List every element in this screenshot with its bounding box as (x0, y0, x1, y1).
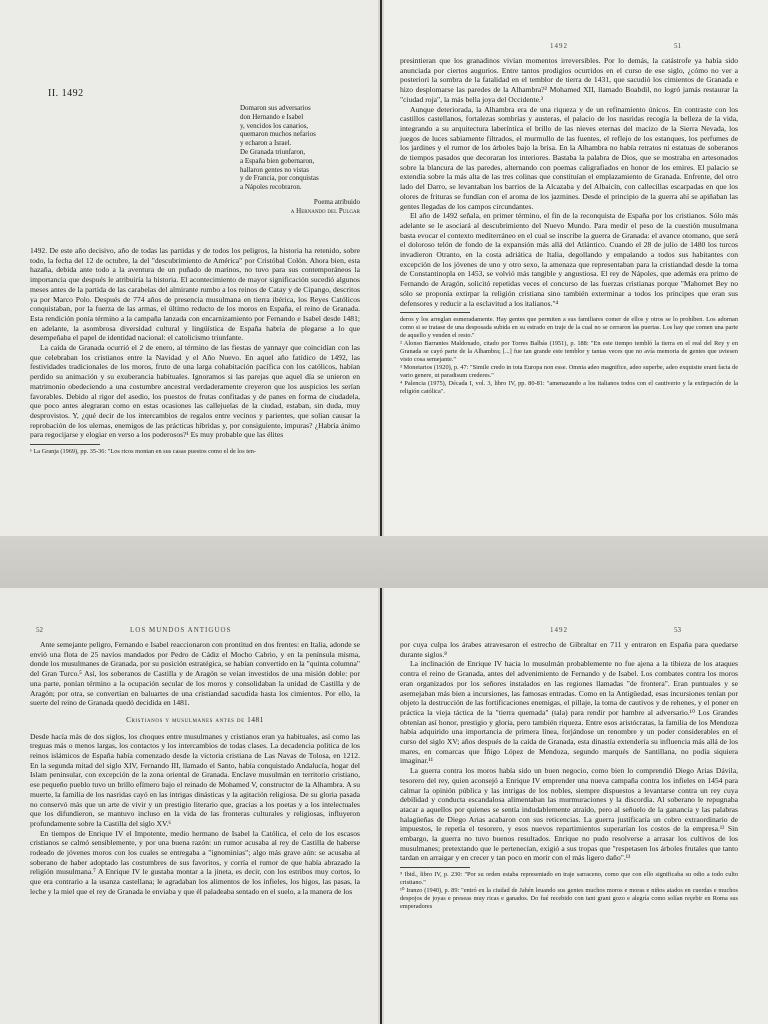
footnote: ³ Monetarios (1920), p. 47: "Simile credo in tota Europa non esse. Omnia adeo magnifice, adeo superbe, adeo exquisite erant facta de vario genere, ut paradisum crederes." (400, 363, 738, 379)
chapter-title: II. 1492 (48, 88, 84, 99)
epigraph-line: a Nápoles recobraron. (240, 183, 302, 192)
paragraph: La guerra contra los moros había sido un buen negocio, como bien lo comprendió Diego Arias Dávila, tesorero del rey, quien aconsejó a Enrique IV emprender una nueva campaña contra los infieles en 1454 para calmar la opinión pública y las intrigas de los nobles, siempre dispuestos a levantarse contra un rey cuya debilidad y conducta escandalosa alimentaban las murmuraciones y la discordia. Al soberano le repugnaba atacar a aquellos por quienes se sentía indudablemente atraído, pero al señuelo de la ganancia y las palabras halagüeñas de Diego Arias acabaron con sus reticencias. La guerra justificaría un cobro extraordinario de impuestos, le repetía el tesorero, y esos nuevos repartimientos superarían los costos de la empresa.¹² Sin embargo, la guerra no tuvo buenos resultados. Enrique no pudo resolverse a arrasar los cultivos de los musulmanes; pretextando que le pertenecían, exigió a sus tropas que "respetasen los árboles frutales que tanto tardan en arraigar y en crecer y tan poco en morir con el más ligero daño".¹³ (400, 766, 738, 863)
footnote: ² Alonso Barrantes Maldonado, citado por Torres Balbás (1951), p. 188: "En este tiempo tembló la tierra en el real del Rey y en Granada se cayó parte de la Alhambra; [...] fue tan grande este temblor y tantas veces que no avía memoria de gentes que uviesen visto cosa semejante." (400, 339, 738, 363)
paragraph: El año de 1492 señala, en primer término, el fin de la reconquista de España por los cristianos. Sólo más adelante se le asociará al descubrimiento del Nuevo Mundo. Para medir el peso de la cuestión musulmana basta evocar el contexto mediterráneo en el cual se inscribe la guerra de Granada: el avance otomano, que será el doloroso telón de fondo de la expansión más allá del Atlántico. Cuando el 28 de julio de 1480 los turcos invadieron Otranto, en la costa adriática de Italia, degollando y empalando a todos sus habitantes con excepción de los jóvenes de uno y otro sexo, la amenaza que representaban para la cristiandad desde la toma de Constantinopla en 1453, se volvió más tangible y angustiosa. El rey de Nápoles, que además era primo de Fernando de Aragón, solicitó repetidas veces el concurso de las fuerzas cristianas porque "Mahomet Bey no sólo se proponía extirpar la religión cristiana sino también exterminar a todos los príncipes que eran sus defensores y reducir a la esclavitud a los italianos."⁴ (400, 211, 738, 308)
footnote: ⁴ Palencia (1975), Década I, vol. 3, libro IV, pp. 80-81: "amenazando a los italianos todos con el cautiverio y la extirpación de la religión católica". (400, 379, 738, 395)
footnote-continued: deros y los arreglan esmeradamente. Hay gentes que permiten a sus familiares comer de ellos y otros se lo prohíben. Los adornan como si se tratase de una desposada subida en su estrado en traje de la cual no se cerraron las puertas. Los hay que comen una parte de aquello y venden el resto." (400, 315, 738, 339)
footnote-rule (400, 312, 470, 313)
paragraph: Ante semejante peligro, Fernando e Isabel reaccionaron con prontitud en dos frentes: en Italia, adonde se envió una flota de 25 navíos mandados por Pedro de Cádiz el Mocho Cabrio, y en la península misma, donde los musulmanes de Granada, por su posición estratégica, se habían convertido en la "quinta columna" del Gran Turco.⁵ Así, los soberanos de Castilla y de Aragón se veían investidos de una misión doble: por una parte, ponían término a la ocupación secular de los moros y consolidaban la unidad de Castilla y de Aragón; por otra, se convertían en baluartes de una cristiandad sacudida hasta los cimientos. Por ello, la suerte del reino de Granada quedó decidida en 1481. (30, 640, 360, 708)
epigraph-line: a España bien gobernaron, (240, 156, 315, 165)
page-number: 53 (674, 626, 681, 634)
paragraph: 1492. De este año decisivo, año de todas las partidas y de todos los peligros, la historia ha retenido, sobre todo, la fecha del 12 de octubre, la del "descubrimiento de América" por Cristóbal Colón. Ahora bien, esta hazaña, debida ante todo a la aventura de un puñado de marinos, no tuvo para sus contemporáneos la importancia que después le atribuiría la historia. El acontecimiento de mayor significación sucedió algunos meses antes de la partida de las carabelas del almirante rumbo a los reinos de Catay y de Cipango, descritos ya por Marco Polo. Después de 774 años de presencia musulmana en tierra ibérica, los Reyes Católicos conquistaban, por la fuerza de las armas, el último reducto de los moros en España, el reino de Granada. Esta rendición ponía término a la campaña lanzada con encarnizamiento por Fernando e Isabel desde 1481; en adelante, la asombrosa diversidad cultural y lingüística de España habría de plegarse a lo que desempeñaba el papel de identidad nacional: el catolicismo triunfante. (30, 246, 360, 343)
epigraph-line: quemaron muchos nefarios (240, 130, 316, 139)
page-separator (0, 536, 768, 588)
paragraph: por cuya culpa los árabes atravesaron el estrecho de Gibraltar en 711 y entraron en España para quedarse durante siglos.⁸ (400, 640, 738, 659)
footnote-rule (400, 867, 470, 868)
footnote-rule (30, 444, 100, 445)
epigraph-line: y, vencidos los canarios, (240, 121, 309, 130)
epigraph-line: hallaron gentes no vistas (240, 165, 310, 174)
paragraph: Desde hacía más de dos siglos, los choques entre musulmanes y cristianos eran ya habituales, así como las treguas más o menos largas, los contactos y los intercambios de todas clases. La decadencia política de los reinos islámicos de España había comenzado desde la victoria cristiana de Las Navas de Tolosa, en 1212. En la segunda mitad del siglo XIV, Fernando III, llamado el Santo, había conquistado Andalucía, hogar del Islam peninsular, con excepción de la zona oriental de Granada. Enclave musulmán en territorio cristiano, ese pequeño pueblo tuvo un brillo efímero bajo el reinado de Mohamed V, constructor de la Alhambra. A su muerte, la familia de los nasridas cayó en las intrigas dinásticas y la agitación religiosa. De su gloria pasada no conservó más que un arte de vivir y un prestigio literario que, gracias a los poetas y a los intelectuales que los difundieron, se mantuvo incluso en la vida de las fronteras culturales y religiosas, influyeron profundamente sobre la Castilla del siglo XV.⁶ (30, 731, 360, 828)
gutter-line-top (380, 0, 382, 536)
running-head: 1492 (550, 42, 568, 50)
epigraph-line: y de Francia, por conquistas (240, 174, 319, 183)
paragraph: Aunque deteriorada, la Alhambra era de una riqueza y de un refinamiento únicos. En contraste con los castillos castellanos, fortalezas sombrías y austeras, el palacio de los nasridas recogía la belleza de la vida, integrando a su arquitectura laberíntica el brillo de las nieves eternas del macizo de la Sierra Nevada, los juegos de luces sabiamente filtrados, el murmullo de las fuentes, el reflejo de los estanques, los perfumes de los jardines y el rumor de los árboles bajo la brisa. En la Alhambra no había retratos ni estatuas de soberanos de tiempos pasados que decoraran los interiores. Bastaba la palabra de Dios, que se mostraba en artesonados sobre la blancura de las paredes, alternando con poemas caligrafiados en honor de los emires. El palacio se extendía sobre la más alta de las tres colinas que constituían el emplazamiento de Granada. Enfrente, del otro lado del Darro, se levantaban los barrios de la Alcazaba y del Albaicín, con callecillas escarpadas en que los olores de frituras se fundían con el aroma de los jazmines. Desde el principio de la guerra ahí se apiñaban las gentes llegadas de los campos circundantes. (400, 104, 738, 211)
paragraph: En tiempos de Enrique IV el Impotente, medio hermano de Isabel la Católica, el celo de los escasos cristianos se calmó sensiblemente, y por una buena razón: un rumor acusaba al rey de Castilla de haberse rodeado de jóvenes moros con los cuales se entregaba a "ignominias"; algo más grave aún: se acusaba al soberano de haber adoptado las costumbres de sus favoritos, y corría el rumor de que había abrazado la religión musulmana.⁷ A Enrique IV le gustaba montar a la jineta, es decir, con los estribos muy cortos, lo que era contrario a la usanza castellana; le agradaban los alimentos de los infieles, los higos, las pasas, la leche y la miel que el rey de Granada le enviaba y que él paladeaba sentado en el suelo, a la manera de los (30, 828, 360, 896)
page-number: 52 (36, 626, 43, 634)
book-page-53 (384, 588, 768, 1024)
epigraph-attrib-line: Poema atribuido (313, 197, 360, 206)
running-head: LOS MUNDOS ANTIGUOS (130, 626, 232, 634)
footnote: ¹⁰ Iranzo (1940), p. 89: "entró en la ciudad de Jahén leuando sus gentes muchos moros e moras e niños atados en cuerdas e muchos despojos de joyas e preseas muy ricas e ganados. Do fué recebido con tant grant gozo e alegría como solían reçebir en Roma sus emperadores (400, 886, 738, 910)
section-title: Cristianos y musulmanes antes de 1481 (126, 715, 264, 724)
epigraph-attrib-author: a Hernando del Pulgar (290, 206, 360, 215)
book-page-52 (0, 588, 378, 1024)
footnote: ⁹ Ibid., libro IV, p. 230: "Por su orden estaba representado en traje sarraceno, como que con ello significaba su odio a todo culto cristiano." (400, 870, 738, 886)
page-number: 51 (674, 42, 681, 50)
page-50-body (30, 246, 360, 456)
gutter-line-bottom (380, 588, 382, 1024)
paragraph: presintieran que los granadinos vivían momentos irreversibles. Por lo demás, la catástrofe ya había sido anunciada por ciertos augurios. Entre tantos prodigios ocurridos en el curso de ese siglo, ¿cómo no ver a posteriori la sombra de la fatalidad en el temblor de tierra de 1431, que sacudió los cimientos de Granada e hizo desplomarse las paredes de la Alhambra?² Mohamed XII, llamado Boabdil, no logró jamás restaurar la "ciudad roja", la más bella joya del Occidente.³ (400, 56, 738, 104)
epigraph-line: Domaron sus adversarios (240, 104, 311, 112)
book-page-51 (384, 0, 768, 536)
page-51-body (400, 56, 738, 396)
paragraph: La inclinación de Enrique IV hacia lo musulmán probablemente no fue ajena a la tibieza de los ataques contra el reino de Granada, antes del advenimiento de Fernando y de Isabel. Los combates contra los moros eran organizados por los señores instalados en las regiones llamadas "de frontera". Eran puntuales y se asemejaban más bien a incursiones, las famosas entradas. Como en la Antigüedad, esas incursiones tenían por objeto la destrucción de las fortificaciones enemigas, el pillaje, la toma de cautivos y de rehenes, y el poner en práctica la vieja táctica de la "tierra quemada" (tala) para rendir por hambre al adversario.¹⁰ Los Grandes obtenían así honor, prestigio y gloria, pero también riqueza. Entre esos aristócratas, la familia de los Mendoza había adquirido una importancia de primera línea, forjándose un renombre y un poder considerables en el curso del siglo XV; años después de la caída de Granada, esta dinastía extendería su influencia más allá de los mares, en comarcas que Íñigo López de Mendoza, segundo marqués de Santillana, no podía siquiera imaginar.¹¹ (400, 659, 738, 766)
book-page-50 (0, 0, 378, 536)
paragraph: La caída de Granada ocurrió el 2 de enero, al término de las fiestas de yannayr que coincidían con las que celebraban los cristianos entre la Navidad y el Año Nuevo. En aquel año fatídico de 1492, las festividades tradicionales de los moros, fruto de una larga cohabitación pacífica con los católicos, habían perdido su animación y su exuberancia habituales. Ignoramos si las parejas que aquel día se unieron en matrimonio obedeciendo a una costumbre ancestral verdaderamente creyeron que los auspicios les serían favorables. Debido al rigor del asedio, los puestos de frutas confitadas y de panes en forma de ciudadela, que poco antes alegraran como en estas ocasiones las callejuelas de la ciudad, estaban, sin duda, muy desprovistos. Y, ¿qué decir de los intercambios de regalos entre vecinos y parientes, que solían causar la reprobación de los ulemas, enemigos de las prácticas híbridas y, por consiguiente, impuras? ¿Habría ánimo para regocijarse y elogiar en verso a los poderosos?¹ Es muy probable que las élites (30, 343, 360, 440)
page-52-body (30, 640, 360, 897)
epigraph-line: don Hernando e Isabel (240, 112, 304, 121)
running-head: 1492 (550, 626, 568, 634)
page-53-body (400, 640, 738, 911)
epigraph (240, 104, 360, 216)
epigraph-line: De Granada triunfaron, (240, 147, 306, 156)
footnote: ¹ La Granja (1969), pp. 35-36: "Los ricos montan en sus casas puestos como el de los ten- (30, 447, 257, 455)
epigraph-attribution (240, 198, 360, 216)
epigraph-line: y echaron a Israel. (240, 139, 292, 148)
